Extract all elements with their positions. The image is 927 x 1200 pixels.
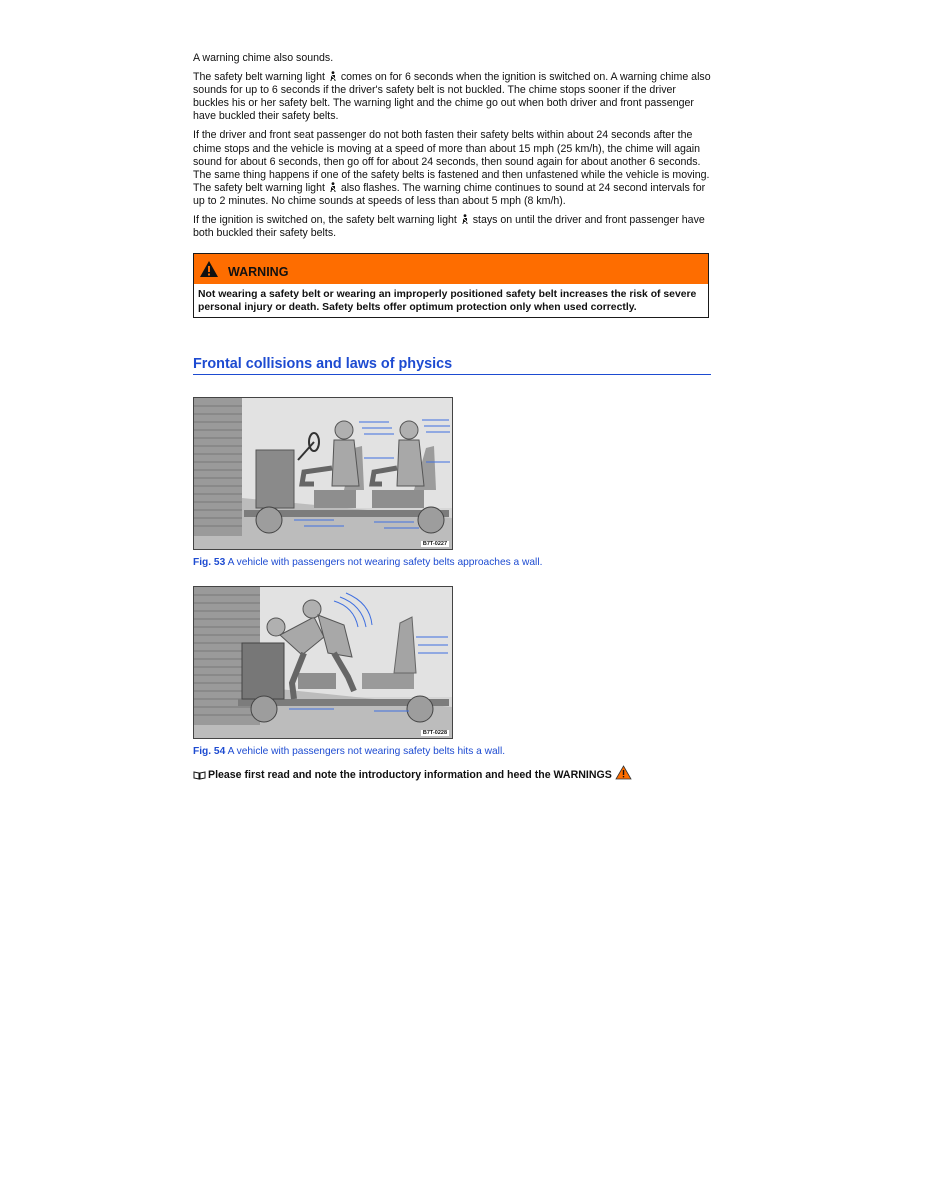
figure-code: B7T-0228 <box>422 730 447 737</box>
warning-triangle-icon <box>199 260 219 278</box>
figure-caption-text: A vehicle with passengers not wearing safety belts hits a wall. <box>227 746 506 758</box>
intro-note <box>193 769 711 781</box>
figure-caption-text: A vehicle with passengers not wearing safety belts approaches a wall. <box>227 557 543 569</box>
manual-page <box>193 52 711 781</box>
paragraph-text: comes on for 6 seconds when the ignition is switched on. A warning chime also sounds for up to 6 seconds if the driver's safety belt is not buckled. The chime stops sooner if the driver buckles his or her safety belt. The warning light and the chime go out when both driver and front passenger have buckled their safety belts. <box>193 71 711 123</box>
paragraph-chime <box>193 52 711 65</box>
figure-53-caption <box>193 557 711 568</box>
intro-note-text: Please first read and note the introductory information and heed the WARNINGS <box>208 769 612 782</box>
paragraph-text: stays on until the driver and front passenger have both buckled their safety belts. <box>193 214 705 240</box>
paragraph-light-stays-on <box>193 214 711 240</box>
seatbelt-warning-icon <box>329 71 337 81</box>
paragraph-text: The safety belt warning light <box>193 71 325 84</box>
book-icon <box>193 771 206 780</box>
section-title: Frontal collisions and laws of physics <box>193 356 711 375</box>
figure-54-illustration <box>193 586 453 739</box>
warning-triangle-icon[interactable] <box>615 765 632 780</box>
figure-code: B7T-0227 <box>422 541 447 548</box>
seatbelt-warning-icon <box>329 182 337 192</box>
warning-header <box>194 254 708 284</box>
paragraph-text: also flashes. The warning chime continues to sound at 24 second intervals for up to 2 minutes. No chime sounds at speeds of less than about 5 mph (8 km/h). <box>193 181 706 207</box>
figure-label: Fig. 54 <box>193 746 226 758</box>
seatbelt-warning-icon <box>461 214 469 224</box>
warning-title: WARNING <box>228 265 289 280</box>
paragraph-chime-repeat <box>193 129 711 208</box>
figure-54-caption <box>193 746 711 757</box>
paragraph-text: If the ignition is switched on, the safety belt warning light <box>193 214 457 227</box>
figure-53-illustration <box>193 397 453 550</box>
paragraph-text: If the driver and front seat passenger do not both fasten their safety belts within about 24 seconds after the chime stops and the vehicle is moving at a speed of more than about 15 mph (25 km/h), the chime will again sound for about 6 seconds, then go off for about 24 seconds, then sound again for about another 6 seconds. The same thing happens if one of the safety belts is fastened and then unfastened while the vehicle is moving. The safety belt warning light <box>193 129 710 194</box>
paragraph-warning-light <box>193 71 711 123</box>
warning-text: Not wearing a safety belt or wearing an improperly positioned safety belt increases the risk of severe personal injury or death. Safety belts offer optimum protection only when used correctly. <box>198 289 697 314</box>
warning-box <box>193 253 709 318</box>
figure-label: Fig. 53 <box>193 557 226 569</box>
paragraph-chime-text: A warning chime also sounds. <box>193 52 334 64</box>
